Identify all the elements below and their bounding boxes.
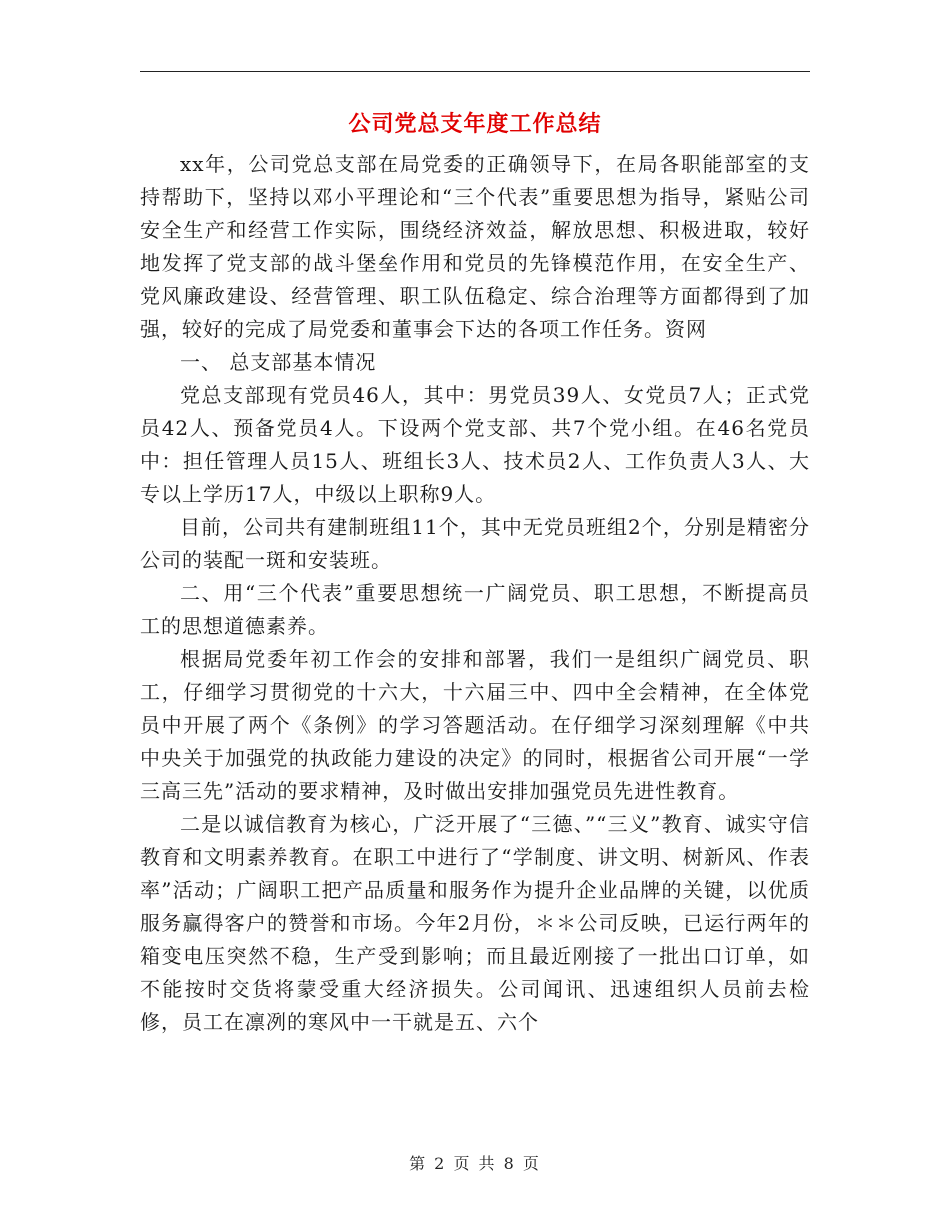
section-heading-1: 一、 总支部基本情况 xyxy=(180,350,377,374)
paragraph-integrity: 二是以诚信教育为核心，广泛开展了“三德、”“三义”教育、诚实守信教育和文明素养教育。在职工中进行了“学制度、讲文明、树新风、作表率”活动；广阔职工把产品质量和服务作为提升企业品牌的关键，以优质服务赢得客户的赞誉和市场。今年2月份，＊＊公司反映，已运行两年的箱变电压突然不稳，生产受到影响；而且最近刚接了一批出口订单，如不能按时交货将蒙受重大经济损失。公司闻讯、迅速组织人员前去检修，员工在凛冽的寒风中一干就是五、六个 xyxy=(140,812,810,1034)
page-number: 第 2 页 共 8 页 xyxy=(409,1154,541,1173)
paragraph-intro: xx年，公司党总支部在局党委的正确领导下，在局各职能部室的支持帮助下，坚持以邓小平理论和“三个代表”重要思想为指导，紧贴公司安全生产和经营工作实际，围绕经济效益，解放思想、积极进取，较好地发挥了党支部的战斗堡垒作用和党员的先锋模范作用，在安全生产、党风廉政建设、经营管理、职工队伍稳定、综合治理等方面都得到了加强，较好的完成了局党委和董事会下达的各项工作任务。资网 xyxy=(140,152,810,341)
header-rule xyxy=(140,71,810,72)
paragraph-membership: 党总支部现有党员46人，其中：男党员39人、女党员7人；正式党员42人、预备党员4人。下设两个党支部、共7个党小组。在46名党员中：担任管理人员15人、班组长3人、技术员2人、工作负责人3人、大专以上学历17人，中级以上职称9人。 xyxy=(140,383,810,506)
paragraph-teams: 目前，公司共有建制班组11个，其中无党员班组2个，分别是精密分公司的装配一斑和安装班。 xyxy=(140,515,810,572)
document-title: 公司党总支年度工作总结 xyxy=(348,112,602,137)
section-heading-2: 二、用“三个代表”重要思想统一广阔党员、职工思想，不断提高员工的思想道德素养。 xyxy=(140,581,810,638)
paragraph-study: 根据局党委年初工作会的安排和部署，我们一是组织广阔党员、职工，仔细学习贯彻党的十六大，十六届三中、四中全会精神，在全体党员中开展了两个《条例》的学习答题活动。在仔细学习深刻理解《中共中央关于加强党的执政能力建设的决定》的同时，根据省公司开展“一学三高三先”活动的要求精神，及时做出安排加强党员先进性教育。 xyxy=(140,647,810,803)
document-body xyxy=(140,148,810,1039)
